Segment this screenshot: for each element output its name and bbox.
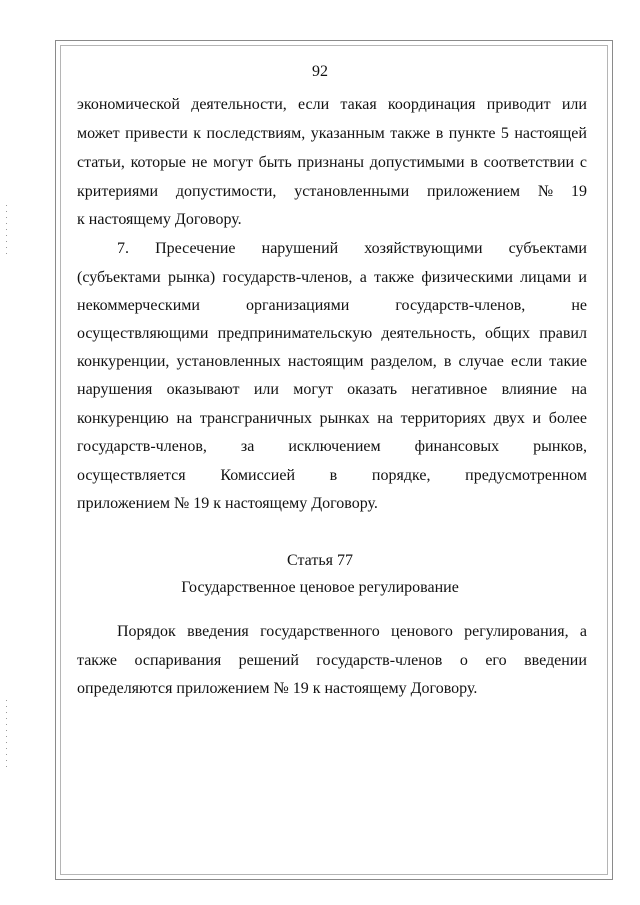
word: лицами xyxy=(520,269,572,286)
word: а xyxy=(359,269,367,286)
word: соответствии xyxy=(483,154,575,171)
word: трансграничных xyxy=(199,410,312,427)
word: с xyxy=(579,154,587,171)
word: оказать xyxy=(347,381,398,398)
word: пункте xyxy=(448,125,496,142)
word: исключением xyxy=(288,438,381,455)
word: оказывают xyxy=(166,381,240,398)
word: также xyxy=(390,125,431,142)
word: может xyxy=(77,125,120,142)
word: установленными xyxy=(294,183,410,200)
page-number: 92 xyxy=(312,63,328,80)
word: приложением xyxy=(427,183,521,200)
paragraph2-line xyxy=(77,352,587,372)
word: за xyxy=(240,438,255,455)
paragraph1-line xyxy=(77,95,587,115)
word: в xyxy=(443,353,452,370)
word: 19 xyxy=(570,183,587,200)
word: не xyxy=(571,297,587,314)
word: некоммерческими xyxy=(77,297,200,314)
word: указанным xyxy=(310,125,385,142)
word: двух xyxy=(493,410,525,427)
word: а xyxy=(579,623,587,640)
word: в xyxy=(470,154,478,171)
word: случае xyxy=(458,353,504,370)
paragraph2-line xyxy=(77,466,587,486)
word: влияние xyxy=(501,381,558,398)
word: разделом, xyxy=(370,353,437,370)
article77-line xyxy=(77,651,587,671)
paragraph2-line xyxy=(77,409,587,429)
word: статьи, xyxy=(77,154,125,171)
word: или xyxy=(253,381,279,398)
paragraph1-line xyxy=(77,153,587,173)
word: такая xyxy=(340,96,377,113)
word: могут xyxy=(213,154,253,171)
word: допустимости, xyxy=(175,183,277,200)
word: последствиям, xyxy=(206,125,306,142)
word: могут xyxy=(293,381,333,398)
word: предпринимательскую xyxy=(217,325,373,342)
word: более xyxy=(548,410,587,427)
word: критериями xyxy=(77,183,159,200)
word: порядке, xyxy=(371,467,431,484)
word: нарушения xyxy=(77,381,153,398)
paragraph2-line xyxy=(117,239,587,259)
word: на xyxy=(176,410,193,427)
paragraph2-line xyxy=(77,268,587,288)
word: такие xyxy=(549,353,587,370)
word: деятельность, xyxy=(381,325,476,342)
word: и xyxy=(532,410,542,427)
word: Пресечение xyxy=(155,240,236,257)
word: деятельности, xyxy=(191,96,287,113)
article77-line xyxy=(117,622,587,642)
word: государственного xyxy=(260,623,380,640)
word: его xyxy=(485,652,507,669)
word: регулирования, xyxy=(464,623,569,640)
word: настоящей xyxy=(514,125,587,142)
word: и xyxy=(578,269,587,286)
word: финансовых xyxy=(414,438,500,455)
article-heading: Статья 77 xyxy=(287,552,353,569)
scan-artifact-top xyxy=(6,205,7,255)
word: на xyxy=(571,381,587,398)
word: привести xyxy=(125,125,188,142)
word: введении xyxy=(524,652,587,669)
paragraph1-line: к настоящему Договору. xyxy=(77,211,242,228)
word: 5 xyxy=(500,125,509,142)
word: быть xyxy=(258,154,292,171)
word: если xyxy=(298,96,330,113)
word: общих xyxy=(484,325,530,342)
word: осуществляется xyxy=(77,467,186,484)
scan-artifact-bottom xyxy=(6,700,7,770)
word: (субъектами xyxy=(77,269,161,286)
word: не xyxy=(191,154,208,171)
word: хозяйствующими xyxy=(364,240,483,257)
word: к xyxy=(193,125,202,142)
paragraph2-line xyxy=(77,296,587,316)
word: конкуренцию xyxy=(77,410,169,427)
word: о xyxy=(459,652,468,669)
word: Комиссией xyxy=(220,467,295,484)
word: установленных xyxy=(176,353,281,370)
word: также xyxy=(77,652,118,669)
word: негативное xyxy=(411,381,488,398)
word: государств-членов, xyxy=(222,269,353,286)
word: настоящим xyxy=(287,353,364,370)
word: государств-членов xyxy=(316,652,443,669)
paragraph2-line xyxy=(77,380,587,400)
word: или xyxy=(561,96,587,113)
word: № xyxy=(537,183,554,200)
word: оспаривания xyxy=(134,652,222,669)
word: введения xyxy=(187,623,249,640)
word: ценового xyxy=(391,623,453,640)
word: 7. xyxy=(117,240,129,257)
word: на xyxy=(377,410,393,427)
paragraph1-line xyxy=(77,124,587,144)
word: конкуренции, xyxy=(77,353,170,370)
word: Порядок xyxy=(117,623,176,640)
word: которые xyxy=(130,154,186,171)
word: в xyxy=(435,125,444,142)
word: правил xyxy=(539,325,587,342)
word: экономической xyxy=(77,96,180,113)
paragraph1-line xyxy=(77,182,587,202)
word: рынках xyxy=(319,410,370,427)
word: рынка) xyxy=(167,269,216,286)
word: государств-членов, xyxy=(395,297,526,314)
word: территориях xyxy=(400,410,487,427)
article77-line: определяются приложением № 19 к настоящему Договору. xyxy=(77,680,478,697)
word: нарушений xyxy=(261,240,339,257)
word: предусмотренном xyxy=(465,467,587,484)
word: в xyxy=(329,467,338,484)
word: признаны xyxy=(297,154,364,171)
word: физическими xyxy=(421,269,513,286)
word: решений xyxy=(238,652,299,669)
word: координация xyxy=(387,96,476,113)
word: допустимыми xyxy=(369,154,465,171)
word: субъектами xyxy=(508,240,587,257)
paragraph2-line xyxy=(77,324,587,344)
article-title: Государственное ценовое регулирование xyxy=(181,579,459,596)
paragraph2-line xyxy=(77,437,587,457)
word: рынков, xyxy=(533,438,587,455)
word: государств-членов, xyxy=(77,438,207,455)
paragraph2-line: приложением № 19 к настоящему Договору. xyxy=(77,495,378,512)
word: приводит xyxy=(486,96,551,113)
word: также xyxy=(374,269,415,286)
word: если xyxy=(510,353,543,370)
word: осуществляющими xyxy=(77,325,209,342)
word: организациями xyxy=(245,297,350,314)
